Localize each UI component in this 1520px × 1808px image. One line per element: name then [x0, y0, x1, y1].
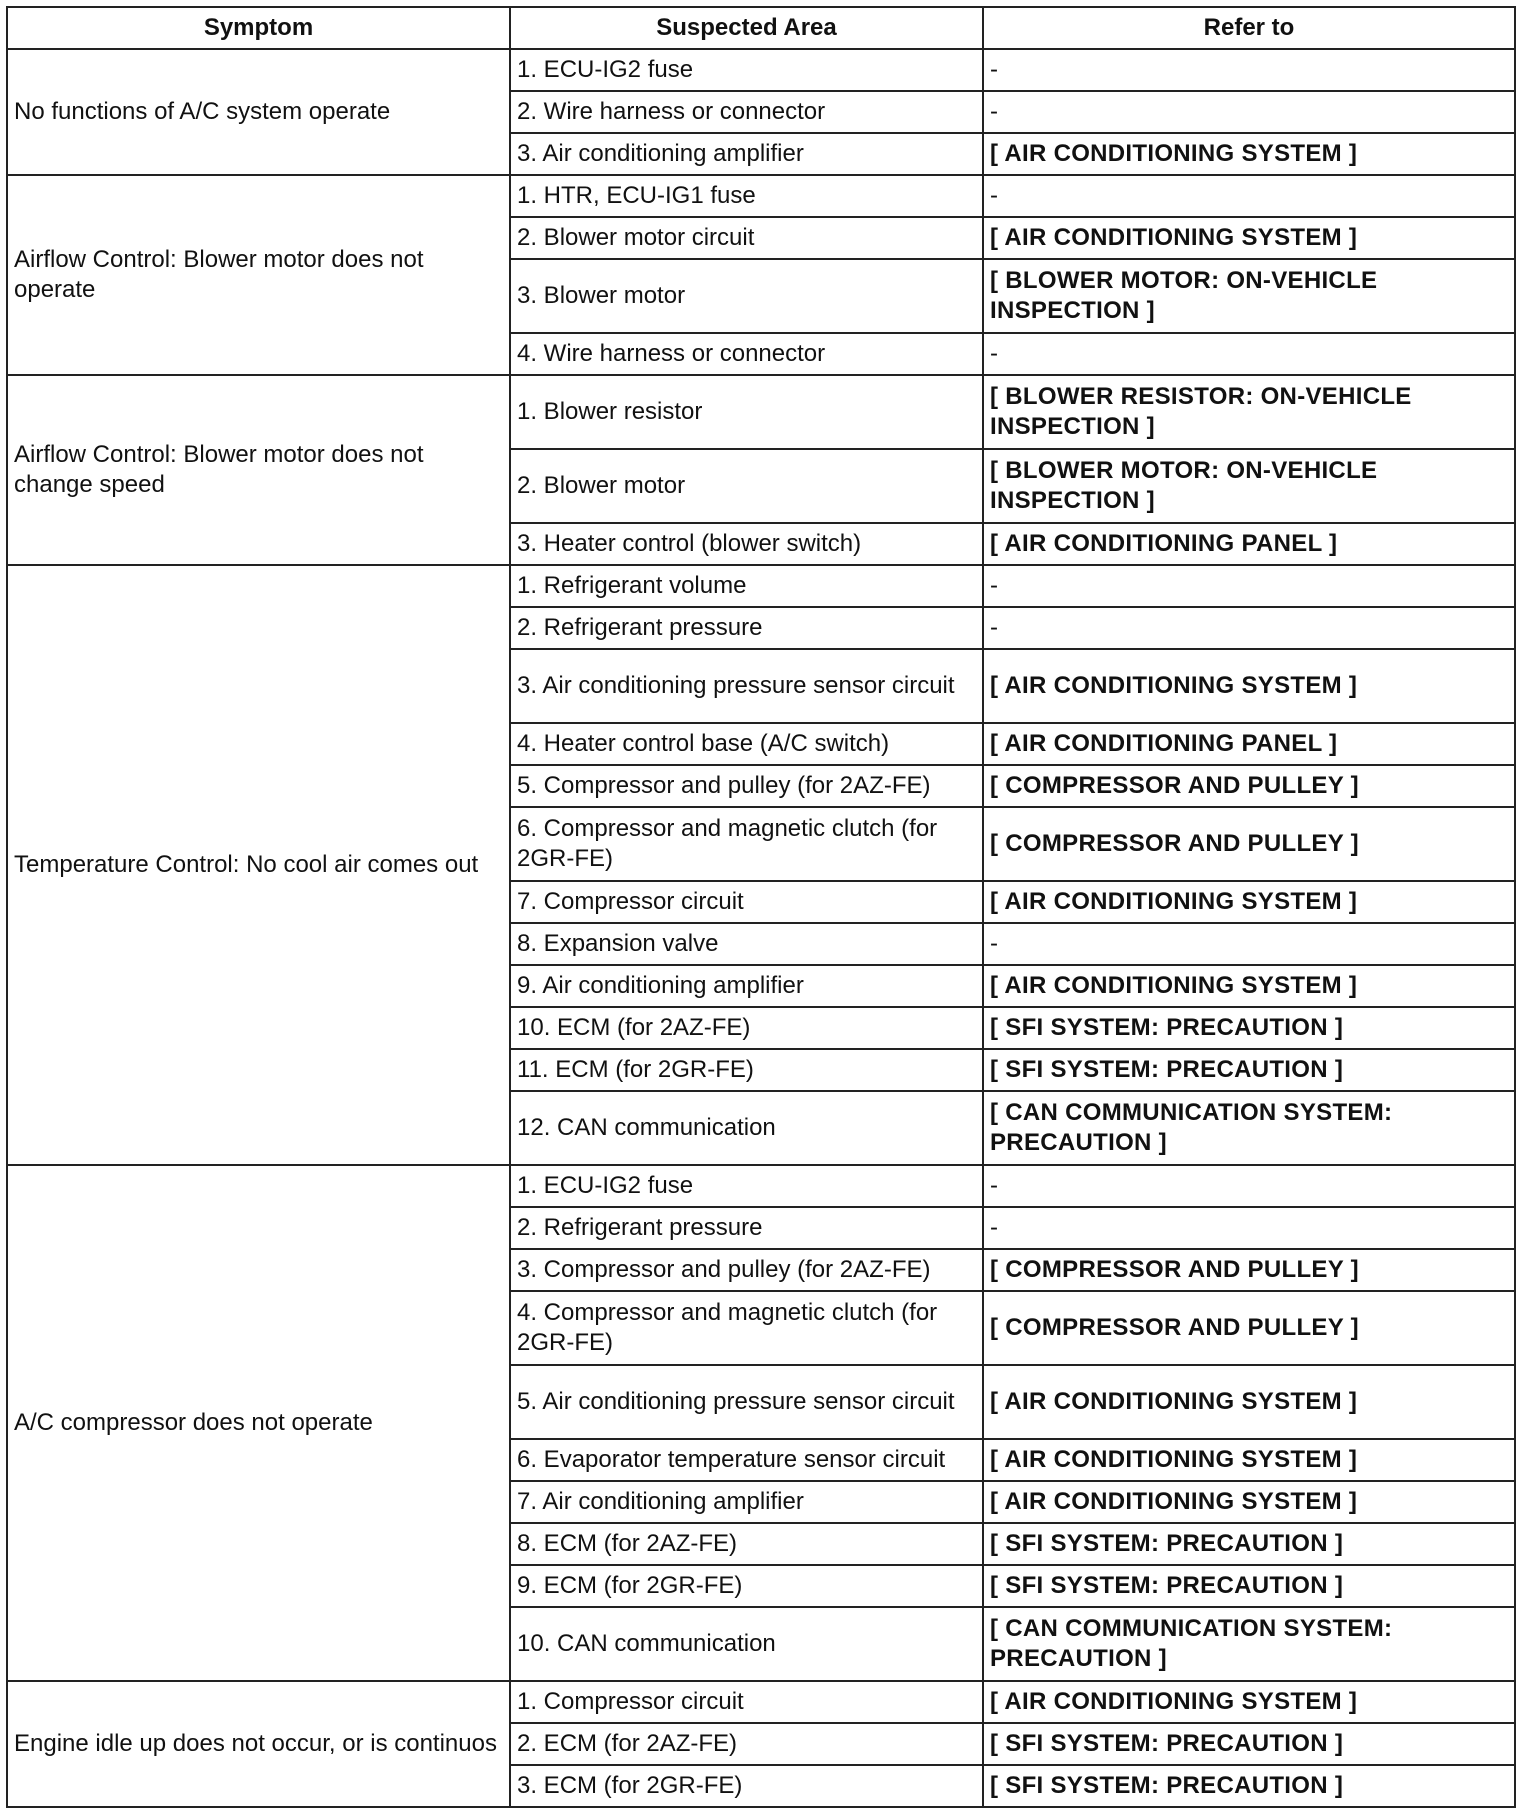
suspected-area-cell: 8. ECM (for 2AZ-FE) [510, 1523, 983, 1565]
refer-to-link[interactable]: [ COMPRESSOR AND PULLEY ] [983, 1249, 1515, 1291]
refer-to-link[interactable]: [ SFI SYSTEM: PRECAUTION ] [983, 1723, 1515, 1765]
refer-to-cell: - [983, 91, 1515, 133]
suspected-area-cell: 2. ECM (for 2AZ-FE) [510, 1723, 983, 1765]
refer-to-link[interactable]: [ BLOWER MOTOR: ON-VEHICLE INSPECTION ] [983, 259, 1515, 333]
suspected-area-cell: 7. Air conditioning amplifier [510, 1481, 983, 1523]
suspected-area-cell: 3. ECM (for 2GR-FE) [510, 1765, 983, 1807]
suspected-area-cell: 2. Blower motor circuit [510, 217, 983, 259]
header-suspected-area: Suspected Area [510, 7, 983, 49]
refer-to-link[interactable]: [ AIR CONDITIONING SYSTEM ] [983, 133, 1515, 175]
suspected-area-cell: 1. HTR, ECU-IG1 fuse [510, 175, 983, 217]
header-refer-to: Refer to [983, 7, 1515, 49]
suspected-area-cell: 9. Air conditioning amplifier [510, 965, 983, 1007]
suspected-area-cell: 2. Refrigerant pressure [510, 607, 983, 649]
suspected-area-cell: 2. Blower motor [510, 449, 983, 523]
refer-to-link[interactable]: [ AIR CONDITIONING SYSTEM ] [983, 1481, 1515, 1523]
symptom-cell: Airflow Control: Blower motor does not operate [7, 175, 510, 375]
problem-symptoms-table-wrapper [6, 6, 1514, 1808]
suspected-area-cell: 4. Heater control base (A/C switch) [510, 723, 983, 765]
refer-to-link[interactable]: [ CAN COMMUNICATION SYSTEM: PRECAUTION ] [983, 1091, 1515, 1165]
refer-to-link[interactable]: [ AIR CONDITIONING SYSTEM ] [983, 1681, 1515, 1723]
table-header [7, 7, 1515, 49]
refer-to-link[interactable]: [ AIR CONDITIONING PANEL ] [983, 523, 1515, 565]
refer-to-link[interactable]: [ SFI SYSTEM: PRECAUTION ] [983, 1049, 1515, 1091]
refer-to-link[interactable]: [ AIR CONDITIONING PANEL ] [983, 723, 1515, 765]
refer-to-link[interactable]: [ CAN COMMUNICATION SYSTEM: PRECAUTION ] [983, 1607, 1515, 1681]
table-row [7, 565, 1515, 607]
refer-to-link[interactable]: [ AIR CONDITIONING SYSTEM ] [983, 1439, 1515, 1481]
refer-to-cell: - [983, 175, 1515, 217]
refer-to-cell: - [983, 49, 1515, 91]
suspected-area-cell: 6. Evaporator temperature sensor circuit [510, 1439, 983, 1481]
suspected-area-cell: 3. Heater control (blower switch) [510, 523, 983, 565]
suspected-area-cell: 1. Compressor circuit [510, 1681, 983, 1723]
refer-to-link[interactable]: [ SFI SYSTEM: PRECAUTION ] [983, 1565, 1515, 1607]
symptom-cell: No functions of A/C system operate [7, 49, 510, 175]
refer-to-cell: - [983, 565, 1515, 607]
refer-to-link[interactable]: [ COMPRESSOR AND PULLEY ] [983, 807, 1515, 881]
refer-to-link[interactable]: [ AIR CONDITIONING SYSTEM ] [983, 1365, 1515, 1439]
refer-to-link[interactable]: [ AIR CONDITIONING SYSTEM ] [983, 881, 1515, 923]
refer-to-link[interactable]: [ SFI SYSTEM: PRECAUTION ] [983, 1007, 1515, 1049]
suspected-area-cell: 10. CAN communication [510, 1607, 983, 1681]
suspected-area-cell: 1. Blower resistor [510, 375, 983, 449]
suspected-area-cell: 3. Compressor and pulley (for 2AZ-FE) [510, 1249, 983, 1291]
refer-to-cell: - [983, 923, 1515, 965]
refer-to-link[interactable]: [ BLOWER MOTOR: ON-VEHICLE INSPECTION ] [983, 449, 1515, 523]
header-symptom: Symptom [7, 7, 510, 49]
header-row [7, 7, 1515, 49]
suspected-area-cell: 2. Refrigerant pressure [510, 1207, 983, 1249]
refer-to-link[interactable]: [ SFI SYSTEM: PRECAUTION ] [983, 1765, 1515, 1807]
refer-to-link[interactable]: [ AIR CONDITIONING SYSTEM ] [983, 217, 1515, 259]
problem-symptoms-table [6, 6, 1516, 1808]
suspected-area-cell: 5. Air conditioning pressure sensor circuit [510, 1365, 983, 1439]
suspected-area-cell: 6. Compressor and magnetic clutch (for 2GR-FE) [510, 807, 983, 881]
table-row [7, 49, 1515, 91]
suspected-area-cell: 10. ECM (for 2AZ-FE) [510, 1007, 983, 1049]
suspected-area-cell: 3. Air conditioning amplifier [510, 133, 983, 175]
suspected-area-cell: 3. Air conditioning pressure sensor circuit [510, 649, 983, 723]
suspected-area-cell: 2. Wire harness or connector [510, 91, 983, 133]
symptom-cell: Engine idle up does not occur, or is continuos [7, 1681, 510, 1807]
suspected-area-cell: 3. Blower motor [510, 259, 983, 333]
refer-to-cell: - [983, 1165, 1515, 1207]
refer-to-cell: - [983, 1207, 1515, 1249]
symptom-cell: Airflow Control: Blower motor does not change speed [7, 375, 510, 565]
refer-to-link[interactable]: [ COMPRESSOR AND PULLEY ] [983, 765, 1515, 807]
refer-to-cell: - [983, 607, 1515, 649]
suspected-area-cell: 11. ECM (for 2GR-FE) [510, 1049, 983, 1091]
suspected-area-cell: 7. Compressor circuit [510, 881, 983, 923]
table-body [7, 49, 1515, 1807]
refer-to-link[interactable]: [ AIR CONDITIONING SYSTEM ] [983, 965, 1515, 1007]
suspected-area-cell: 4. Compressor and magnetic clutch (for 2GR-FE) [510, 1291, 983, 1365]
refer-to-link[interactable]: [ SFI SYSTEM: PRECAUTION ] [983, 1523, 1515, 1565]
suspected-area-cell: 12. CAN communication [510, 1091, 983, 1165]
suspected-area-cell: 5. Compressor and pulley (for 2AZ-FE) [510, 765, 983, 807]
suspected-area-cell: 8. Expansion valve [510, 923, 983, 965]
table-row [7, 1165, 1515, 1207]
suspected-area-cell: 1. ECU-IG2 fuse [510, 49, 983, 91]
refer-to-link[interactable]: [ COMPRESSOR AND PULLEY ] [983, 1291, 1515, 1365]
refer-to-cell: - [983, 333, 1515, 375]
refer-to-link[interactable]: [ BLOWER RESISTOR: ON-VEHICLE INSPECTION ] [983, 375, 1515, 449]
table-row [7, 1681, 1515, 1723]
suspected-area-cell: 1. ECU-IG2 fuse [510, 1165, 983, 1207]
table-row [7, 175, 1515, 217]
suspected-area-cell: 1. Refrigerant volume [510, 565, 983, 607]
suspected-area-cell: 4. Wire harness or connector [510, 333, 983, 375]
refer-to-link[interactable]: [ AIR CONDITIONING SYSTEM ] [983, 649, 1515, 723]
suspected-area-cell: 9. ECM (for 2GR-FE) [510, 1565, 983, 1607]
table-row [7, 375, 1515, 449]
symptom-cell: A/C compressor does not operate [7, 1165, 510, 1681]
symptom-cell: Temperature Control: No cool air comes out [7, 565, 510, 1165]
